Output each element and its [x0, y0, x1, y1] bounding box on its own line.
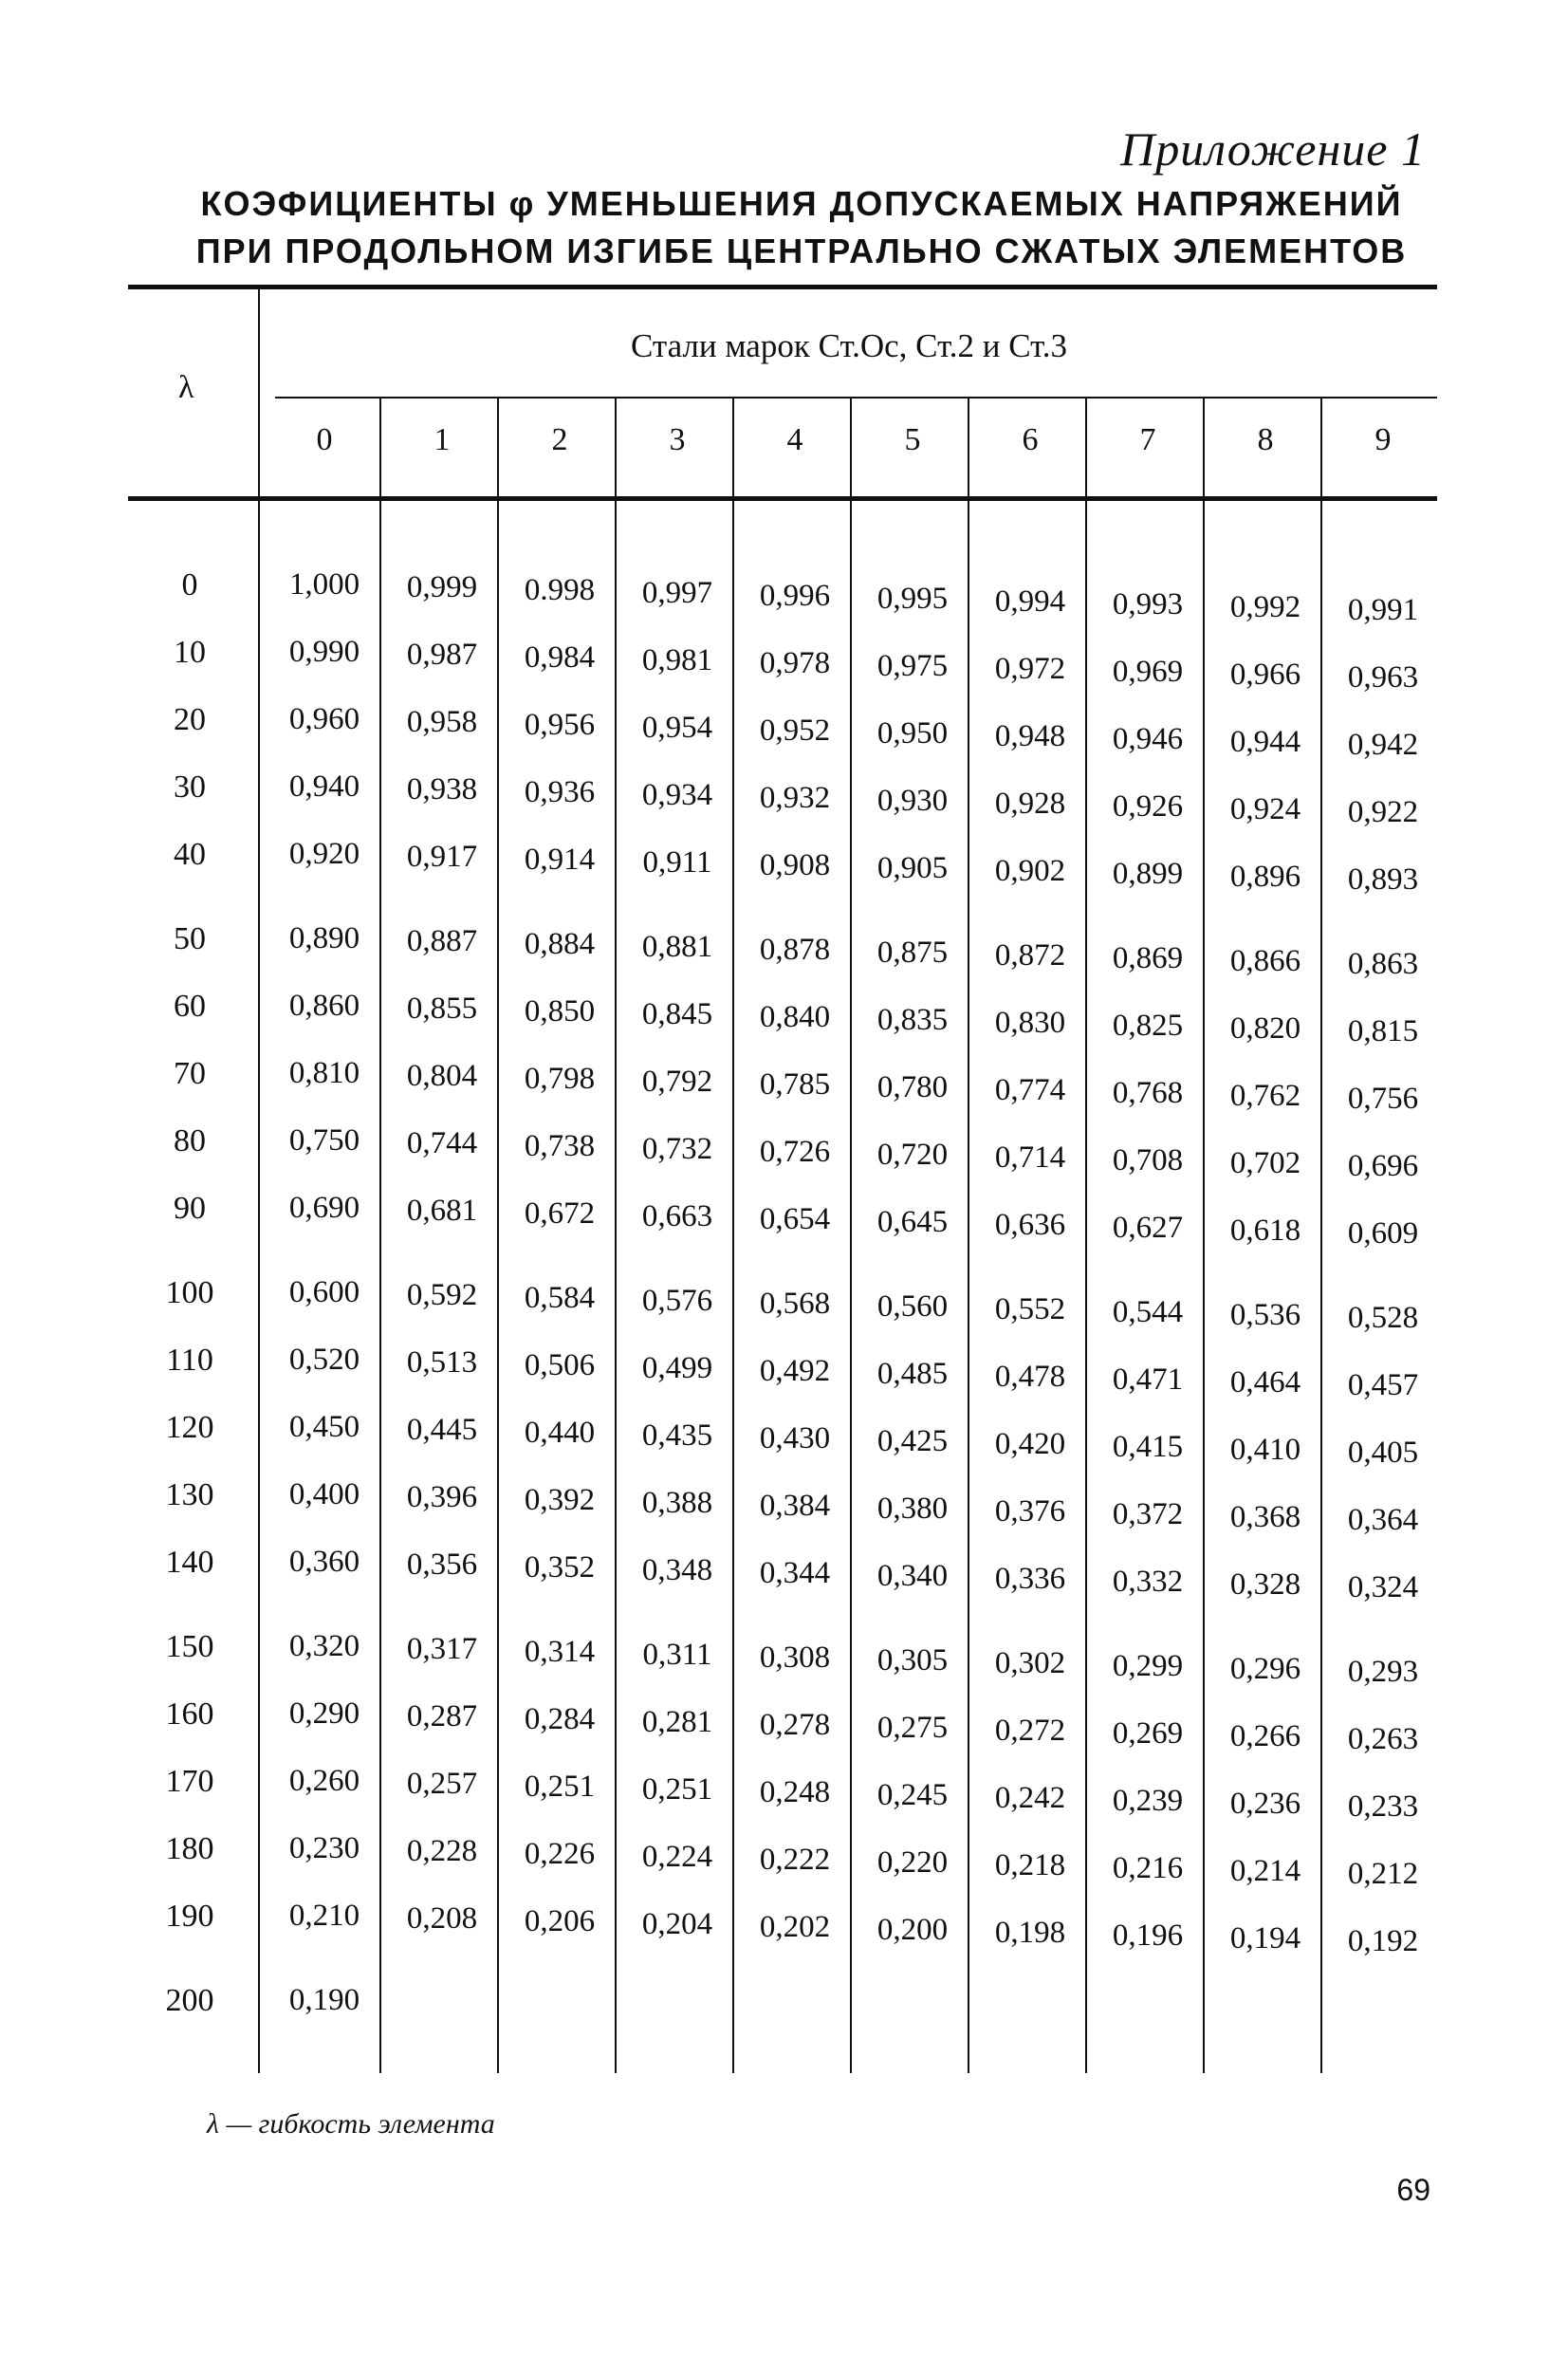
steel-underline	[275, 397, 1437, 399]
table-cell: 0,946	[1112, 722, 1184, 756]
table-cell: 0,192	[1347, 1924, 1419, 1958]
table-cell: 0,636	[994, 1208, 1066, 1242]
row-label: 130	[165, 1477, 214, 1512]
table-cell: 0,738	[524, 1129, 596, 1163]
column-header: 7	[1139, 422, 1156, 457]
table-cell: 0,248	[759, 1775, 831, 1809]
table-cell: 0,388	[641, 1486, 713, 1520]
table-cell: 0,840	[759, 1000, 831, 1034]
column-header: 4	[786, 422, 803, 457]
table-cell: 0,320	[288, 1629, 360, 1663]
table-cell: 0,435	[641, 1418, 713, 1453]
table-cell: 0,348	[641, 1553, 713, 1587]
table-cell: 0,224	[641, 1840, 713, 1874]
table-cell: 0,257	[406, 1767, 478, 1801]
column-header: 0	[316, 422, 333, 457]
table-cell: 0,214	[1229, 1854, 1301, 1888]
table-cell: 0,997	[641, 576, 713, 610]
table-cell: 0,726	[759, 1135, 831, 1169]
table-cell: 0,272	[994, 1714, 1066, 1748]
table-cell: 0,457	[1347, 1368, 1419, 1402]
footnote: λ — гибкость элемента	[207, 2108, 495, 2140]
row-label: 10	[174, 635, 206, 670]
table-cell: 0,430	[759, 1421, 831, 1455]
table-cell: 0,663	[641, 1199, 713, 1233]
table-cell: 0,284	[524, 1702, 596, 1736]
column-header: 8	[1257, 422, 1274, 457]
table-cell: 0,251	[641, 1772, 713, 1807]
table-cell: 0,233	[1347, 1789, 1419, 1824]
table-cell: 0,536	[1229, 1298, 1301, 1332]
table-cell: 0,928	[994, 787, 1066, 821]
header-rule	[128, 496, 1437, 501]
table-cell: 0,654	[759, 1202, 831, 1236]
table-cell: 0,934	[641, 778, 713, 812]
table-cell: 0,948	[994, 719, 1066, 753]
table-cell: 0,835	[876, 1003, 949, 1037]
table-cell: 0,400	[288, 1477, 360, 1511]
table-cell: 0,645	[876, 1205, 949, 1239]
row-label: 90	[174, 1191, 206, 1226]
row-label: 200	[165, 1983, 214, 2018]
table-cell: 0,884	[524, 927, 596, 961]
table-cell: 0,311	[642, 1638, 712, 1672]
table-cell: 0,926	[1112, 789, 1184, 824]
row-label: 0	[181, 567, 198, 602]
table-cell: 0,222	[759, 1843, 831, 1877]
table-cell: 0,932	[759, 781, 831, 815]
table-cell: 0,954	[641, 711, 713, 745]
table-cell: 0,263	[1347, 1722, 1419, 1756]
table-cell: 0,513	[406, 1345, 478, 1380]
table-cell: 0,560	[876, 1289, 949, 1324]
row-label: 110	[166, 1343, 213, 1378]
table-cell: 0,317	[406, 1632, 478, 1666]
table-cell: 0,544	[1112, 1295, 1184, 1329]
table-cell: 1,000	[288, 567, 360, 602]
table-cell: 0,420	[994, 1427, 1066, 1461]
table-cell: 0,305	[876, 1643, 949, 1677]
table-cell: 0,260	[288, 1764, 360, 1798]
table-cell: 0.998	[524, 573, 596, 607]
top-rule	[128, 285, 1437, 289]
table-cell: 0,984	[524, 640, 596, 675]
table-cell: 0,815	[1347, 1014, 1419, 1048]
column-header: 2	[551, 422, 568, 457]
row-label: 80	[174, 1123, 206, 1158]
table-cell: 0,920	[288, 837, 360, 871]
table-cell: 0,242	[994, 1781, 1066, 1815]
row-label: 150	[165, 1629, 214, 1664]
table-cell: 0,206	[524, 1904, 596, 1938]
table-cell: 0,464	[1229, 1365, 1301, 1399]
table-cell: 0,592	[406, 1278, 478, 1312]
table-cell: 0,360	[288, 1545, 360, 1579]
column-header: 5	[904, 422, 921, 457]
table-cell: 0,914	[524, 843, 596, 877]
table-cell: 0,340	[876, 1559, 949, 1593]
column-header: 1	[434, 422, 451, 457]
table-cell: 0,627	[1112, 1211, 1184, 1245]
table-cell: 0,850	[524, 994, 596, 1029]
table-cell: 0,415	[1112, 1430, 1184, 1464]
table-cell: 0,392	[524, 1483, 596, 1517]
table-cell: 0,600	[288, 1275, 360, 1309]
appendix-label: Приложение 1	[1120, 122, 1426, 176]
table-cell: 0,380	[876, 1492, 949, 1526]
table-cell: 0,299	[1112, 1649, 1184, 1683]
table-cell: 0,944	[1229, 725, 1301, 759]
table-cell: 0,302	[994, 1646, 1066, 1680]
table-cell: 0,940	[288, 769, 360, 804]
row-label: 170	[165, 1764, 214, 1799]
table-cell: 0,869	[1112, 941, 1184, 975]
row-label: 30	[174, 769, 206, 805]
table-cell: 0,314	[524, 1635, 596, 1669]
table-cell: 0,966	[1229, 658, 1301, 692]
table-cell: 0,780	[876, 1070, 949, 1104]
table-cell: 0,950	[876, 716, 949, 751]
table-cell: 0,245	[876, 1778, 949, 1812]
table-cell: 0,450	[288, 1410, 360, 1444]
table-cell: 0,993	[1112, 587, 1184, 621]
table-cell: 0,396	[406, 1480, 478, 1514]
table-cell: 0,210	[288, 1899, 360, 1933]
table-cell: 0,860	[288, 989, 360, 1023]
table-cell: 0,825	[1112, 1009, 1184, 1043]
table-cell: 0,981	[641, 643, 713, 677]
row-label: 50	[174, 921, 206, 956]
table-cell: 0,296	[1229, 1652, 1301, 1686]
table-cell: 0,975	[876, 649, 949, 683]
table-cell: 0,830	[994, 1006, 1066, 1040]
table-cell: 0,681	[406, 1194, 478, 1228]
table-cell: 0,750	[288, 1123, 360, 1158]
table-cell: 0,364	[1347, 1503, 1419, 1537]
table-cell: 0,618	[1229, 1214, 1301, 1248]
table-cell: 0,845	[641, 997, 713, 1031]
table-cell: 0,702	[1229, 1146, 1301, 1180]
table-cell: 0,938	[406, 772, 478, 806]
table-cell: 0,506	[524, 1348, 596, 1382]
row-label: 160	[165, 1696, 214, 1732]
table-cell: 0,978	[759, 646, 831, 680]
table-cell: 0,768	[1112, 1076, 1184, 1110]
table-cell: 0,478	[994, 1360, 1066, 1394]
table-cell: 0,963	[1347, 660, 1419, 695]
table-cell: 0,936	[524, 775, 596, 809]
table-cell: 0,969	[1112, 655, 1184, 689]
table-cell: 0,690	[288, 1191, 360, 1225]
row-label: 120	[165, 1410, 214, 1445]
table-cell: 0,293	[1347, 1655, 1419, 1689]
table-cell: 0,324	[1347, 1570, 1419, 1604]
table-cell: 0,372	[1112, 1497, 1184, 1531]
table-cell: 0,368	[1229, 1500, 1301, 1534]
table-cell: 0,999	[406, 570, 478, 604]
table-cell: 0,714	[994, 1140, 1066, 1175]
table-cell: 0,917	[406, 840, 478, 874]
table-cell: 0,995	[876, 582, 949, 616]
table-cell: 0,278	[759, 1708, 831, 1742]
table-cell: 0,992	[1229, 590, 1301, 624]
title-line-2: ПРИ ПРОДОЛЬНОМ ИЗГИБЕ ЦЕНТРАЛЬНО СЖАТЫХ ЭЛЕМЕНТОВ	[195, 232, 1408, 270]
table-cell: 0,384	[759, 1489, 831, 1523]
table-cell: 0,440	[524, 1416, 596, 1450]
table-cell: 0,198	[994, 1916, 1066, 1950]
table-cell: 0,226	[524, 1837, 596, 1871]
table-cell: 0,266	[1229, 1719, 1301, 1753]
table-cell: 0,287	[406, 1699, 478, 1733]
table-cell: 0,930	[876, 784, 949, 818]
table-cell: 0,902	[994, 854, 1066, 888]
table-cell: 0,200	[876, 1913, 949, 1947]
table-cell: 0,994	[994, 584, 1066, 619]
table-cell: 0,810	[288, 1056, 360, 1090]
table-cell: 0,332	[1112, 1565, 1184, 1599]
table-cell: 0,584	[524, 1281, 596, 1315]
column-header: 3	[669, 422, 686, 457]
table-cell: 0,952	[759, 714, 831, 748]
row-label: 20	[174, 702, 206, 737]
table-cell: 0,239	[1112, 1784, 1184, 1818]
column-header: 9	[1374, 422, 1392, 457]
row-label: 60	[174, 989, 206, 1024]
table-cell: 0,866	[1229, 944, 1301, 978]
table-cell: 0,744	[406, 1126, 478, 1160]
table-cell: 0,576	[641, 1284, 713, 1318]
table-cell: 0,672	[524, 1196, 596, 1231]
table-cell: 0,220	[876, 1845, 949, 1880]
table-cell: 0,552	[994, 1292, 1066, 1326]
table-cell: 0,228	[406, 1834, 478, 1868]
table-cell: 0,230	[288, 1831, 360, 1865]
table-cell: 0,908	[759, 848, 831, 882]
row-label: 70	[174, 1056, 206, 1091]
table-cell: 0,336	[994, 1562, 1066, 1596]
table-cell: 0,492	[759, 1354, 831, 1388]
table-cell: 0,756	[1347, 1082, 1419, 1116]
table-cell: 0,356	[406, 1548, 478, 1582]
table-cell: 0,972	[994, 652, 1066, 686]
table-cell: 0,520	[288, 1343, 360, 1377]
table-cell: 0,696	[1347, 1149, 1419, 1183]
page-title	[166, 180, 1437, 275]
column-header: 6	[1022, 422, 1039, 457]
table-cell: 0,732	[641, 1132, 713, 1166]
table-cell: 0,987	[406, 638, 478, 672]
table-cell: 0,863	[1347, 947, 1419, 981]
table-cell: 0,887	[406, 924, 478, 958]
page-number: 69	[1396, 2173, 1430, 2207]
table-cell: 0,190	[288, 1983, 360, 2017]
table-cell: 0,792	[641, 1065, 713, 1099]
table-cell: 0,528	[1347, 1301, 1419, 1335]
table-cell: 0,996	[759, 579, 831, 613]
row-label: 190	[165, 1899, 214, 1934]
table-cell: 0,194	[1229, 1921, 1301, 1955]
table-cell: 0,204	[641, 1907, 713, 1941]
table-cell: 0,251	[524, 1770, 596, 1804]
table-cell: 0,499	[641, 1351, 713, 1385]
table-cell: 0,405	[1347, 1436, 1419, 1470]
row-label: 40	[174, 837, 206, 872]
table-cell: 0,855	[406, 992, 478, 1026]
table-cell: 0,410	[1229, 1433, 1301, 1467]
table-cell: 0,196	[1112, 1918, 1184, 1953]
table-cell: 0,820	[1229, 1011, 1301, 1046]
table-cell: 0,899	[1112, 857, 1184, 891]
table-cell: 0,269	[1112, 1716, 1184, 1751]
steel-grade-header: Стали марок Ст.Ос, Ст.2 и Ст.3	[630, 327, 1068, 364]
table-cell: 0,445	[406, 1413, 478, 1447]
table-cell: 0,281	[641, 1705, 713, 1739]
table-cell: 0,798	[524, 1062, 596, 1096]
table-cell: 0,785	[759, 1067, 831, 1102]
table-cell: 0,216	[1112, 1851, 1184, 1885]
table-cell: 0,425	[876, 1424, 949, 1458]
title-line-1: КОЭФИЦИЕНТЫ φ УМЕНЬШЕНИЯ ДОПУСКАЕМЫХ НАПРЯЖЕНИЙ	[200, 184, 1403, 223]
table-cell: 0,471	[1112, 1362, 1184, 1397]
table-cell: 0,942	[1347, 728, 1419, 762]
table-cell: 0,609	[1347, 1216, 1419, 1251]
table-cell: 0,881	[641, 930, 713, 964]
table-cell: 0,905	[876, 851, 949, 885]
table-cell: 0,212	[1347, 1857, 1419, 1891]
table-cell: 0,485	[876, 1357, 949, 1391]
row-label: 100	[165, 1275, 214, 1310]
table-cell: 0,911	[642, 845, 712, 880]
table-cell: 0,290	[288, 1696, 360, 1731]
table-cell: 0,762	[1229, 1079, 1301, 1113]
table-cell: 0,958	[406, 705, 478, 739]
table-cell: 0,275	[876, 1711, 949, 1745]
table-cell: 0,352	[524, 1550, 596, 1585]
row-label: 140	[165, 1545, 214, 1580]
row-label: 180	[165, 1831, 214, 1866]
table-cell: 0,218	[994, 1848, 1066, 1882]
lambda-header: λ	[178, 370, 194, 405]
table-cell: 0,376	[994, 1494, 1066, 1529]
table-cell: 0,922	[1347, 795, 1419, 829]
table-cell: 0,878	[759, 933, 831, 967]
table-cell: 0,924	[1229, 792, 1301, 826]
table-cell: 0,893	[1347, 862, 1419, 897]
table-cell: 0,208	[406, 1901, 478, 1936]
table-cell: 0,896	[1229, 860, 1301, 894]
table-cell: 0,328	[1229, 1567, 1301, 1602]
table-cell: 0,875	[876, 936, 949, 970]
table-cell: 0,990	[288, 635, 360, 669]
table-cell: 0,890	[288, 921, 360, 955]
table-cell: 0,720	[876, 1138, 949, 1172]
table-cell: 0,344	[759, 1556, 831, 1590]
table-cell: 0,568	[759, 1287, 831, 1321]
table-cell: 0,804	[406, 1059, 478, 1093]
table-cell: 0,872	[994, 938, 1066, 973]
table-cell: 0,708	[1112, 1143, 1184, 1177]
table-cell: 0,236	[1229, 1787, 1301, 1821]
table-cell: 0,308	[759, 1640, 831, 1675]
table-cell: 0,956	[524, 708, 596, 742]
table-cell: 0,202	[759, 1910, 831, 1944]
table-cell: 0,960	[288, 702, 360, 736]
stub-divider	[258, 289, 260, 2073]
table-cell: 0,991	[1347, 593, 1419, 627]
table-cell: 0,774	[994, 1073, 1066, 1107]
